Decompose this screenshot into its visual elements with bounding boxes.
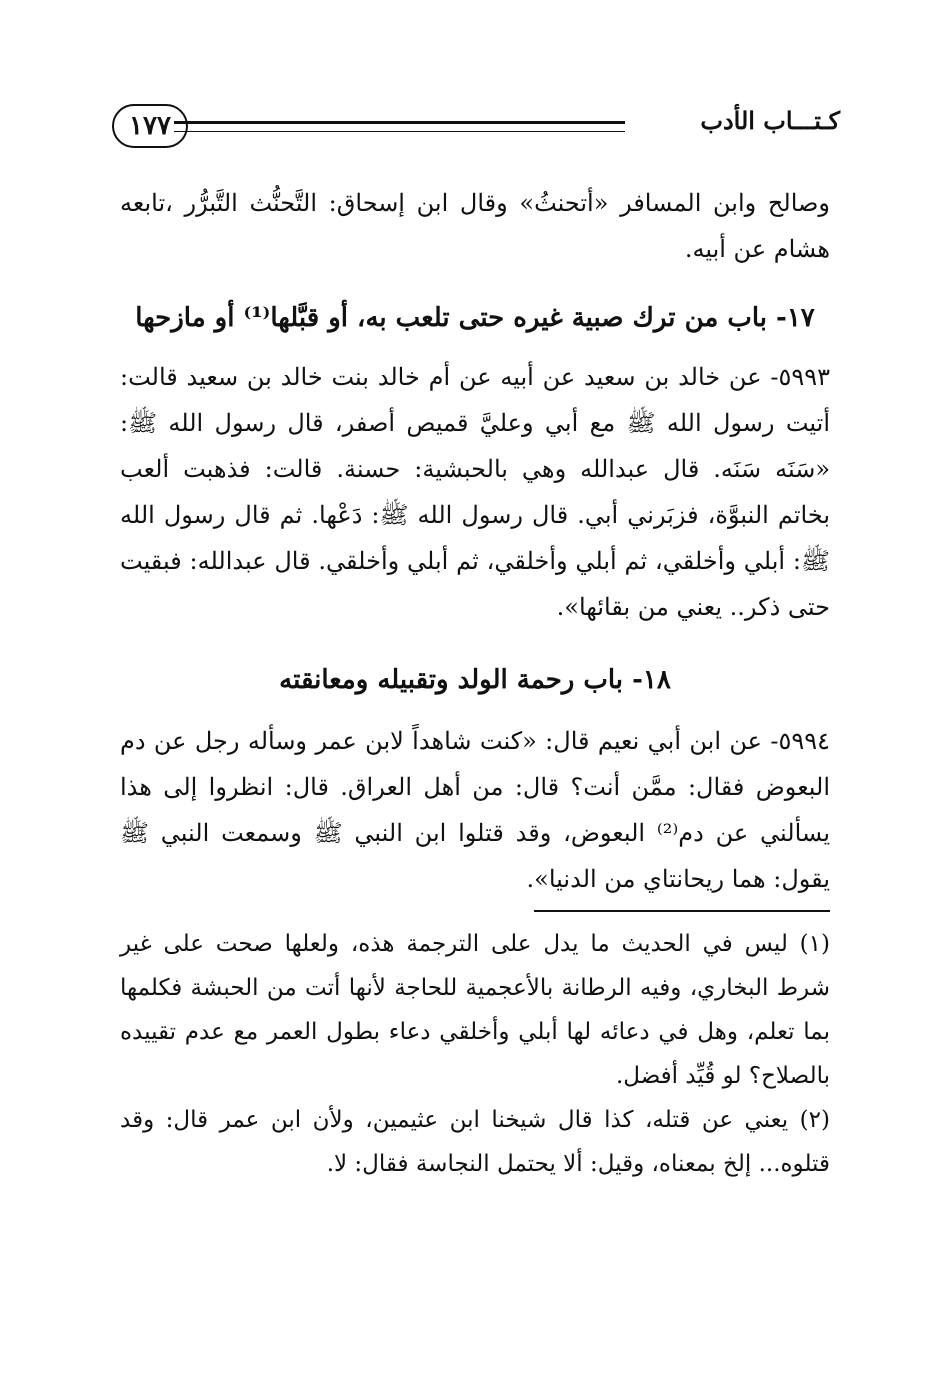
book-title: كـتـــاب الأدب (700, 106, 840, 135)
header-rule (174, 121, 625, 132)
hadith-5994: ٥٩٩٤- عن ابن أبي نعيم قال: «كنت شاهداً لابن عمر وسأله رجل عن دم البعوض فقال: ممَّن أنت؟ قال: من أهل العراق. قال: انظروا إلى هذا يسألني عن دم⁽²⁾ البعوض، وقد قتلوا ابن النبي ﷺ وسمعت النبي ﷺ يقول: هما ريحانتاي من الدنيا». (120, 727, 830, 893)
footnote-2: (٢) يعني عن قتله، كذا قال شيخنا ابن عثيمين، ولأن ابن عمر قال: وقد قتلوه... إلخ بمعناه، وقيل: ألا يحتمل النجاسة فقال: لا. (120, 1107, 830, 1177)
chapter-heading-18: ١٨- باب رحمة الولد وتقبيله ومعانقته (279, 665, 671, 695)
page-number-badge: ١٧٧ (112, 104, 188, 148)
intro-paragraph: وصالح وابن المسافر «أتحنثُ» وقال ابن إسحاق: التَّحنُّث التَّبرُّر ،تابعه هشام عن أبيه. (120, 189, 830, 263)
footnote-1: (١) ليس في الحديث ما يدل على الترجمة هذه، ولعلها صحت على غير شرط البخاري، وفيه الرطانة بالأعجمية للحاجة لأنها أتت من الحبشة فكلمها بما تعلم، وهل في دعائه لها أبلي وأخلقي دعاء بطول العمر مع عدم تقييده بالصلاح؟ لو قُيِّد أفضل. (120, 931, 830, 1089)
hadith-5993: ٥٩٩٣- عن خالد بن سعيد عن أبيه عن أم خالد بنت خالد بن سعيد قالت: أتيت رسول الله ﷺ مع أبي وعليَّ قميص أصفر، قال رسول الله ﷺ: «سَنَه سَنَه. قال عبدالله وهي بالحبشية: حسنة. قالت: فذهبت ألعب بخاتم النبوَّة، فزبَرني أبي. قال رسول الله ﷺ: دَعْها. ثم قال رسول الله ﷺ: أبلي وأخلقي، ثم أبلي وأخلقي، ثم أبلي وأخلقي. قال عبدالله: فبقيت حتى ذكر.. يعني من بقائها». (120, 363, 831, 621)
page-header (112, 104, 840, 156)
footnote-separator (534, 910, 830, 912)
chapter-heading-17: ١٧- باب من ترك صبية غيره حتى تلعب به، أو قبَّلها⁽¹⁾ أو مازحها (135, 303, 815, 333)
page-body (120, 180, 830, 1186)
